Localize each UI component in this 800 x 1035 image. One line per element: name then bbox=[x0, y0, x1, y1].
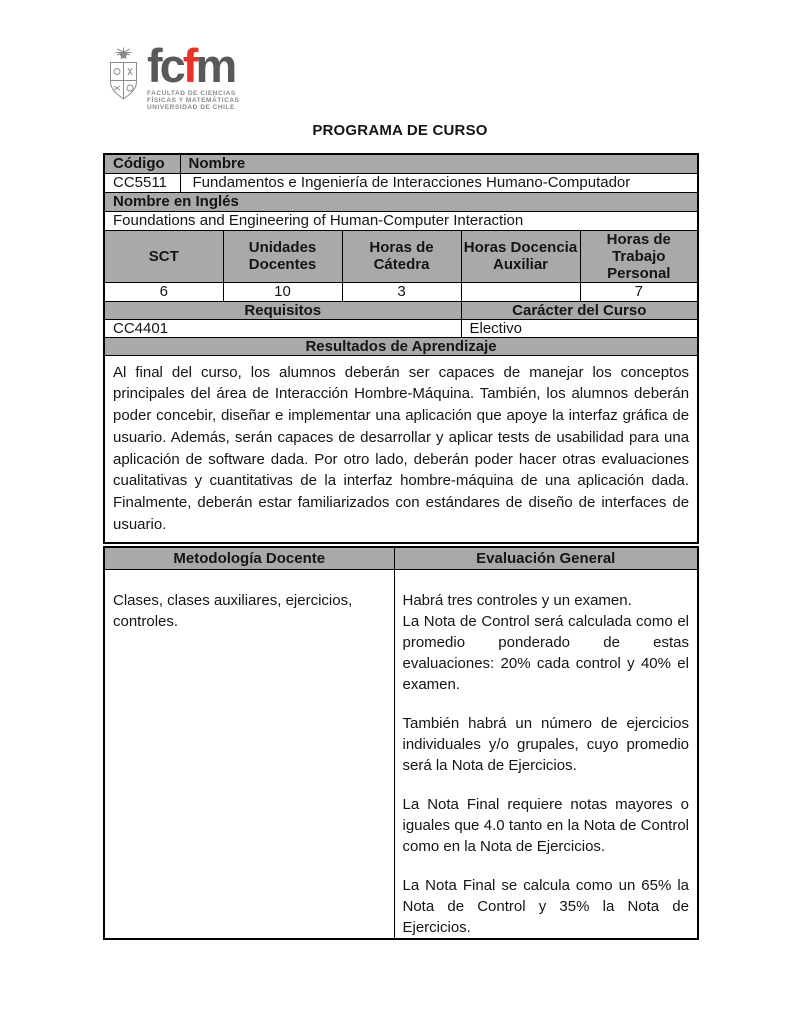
fcfm-letter-red: f bbox=[182, 39, 196, 92]
row-method-eval-header bbox=[104, 547, 698, 569]
faculty-line: UNIVERSIDAD DE CHILE bbox=[147, 104, 235, 111]
evaluation-paragraph: La Nota Final se calcula como un 65% la Nota de Control y 35% la Nota de Ejercicios. bbox=[402, 876, 689, 936]
nombre-label-cell: Nombre bbox=[180, 154, 698, 173]
faculty-line: FACULTAD DE CIENCIAS bbox=[147, 90, 236, 97]
sct-header-cell: SCT bbox=[104, 230, 223, 282]
row-nombre-ingles-value bbox=[104, 211, 698, 230]
row-hours-values bbox=[104, 282, 698, 301]
caracter-label-cell: Carácter del Curso bbox=[461, 301, 698, 319]
unidades-docentes-value-cell: 10 bbox=[223, 282, 342, 301]
resultados-text-cell bbox=[104, 355, 698, 543]
nombre-ingles-value-cell: Foundations and Engineering of Human-Computer Interaction bbox=[104, 211, 698, 230]
evaluation-paragraph: La Nota de Control será calculada como el promedio ponderado de estas evaluaciones: 20% cada control y 40% el examen. bbox=[402, 612, 689, 693]
horas-catedra-value-cell: 3 bbox=[342, 282, 461, 301]
logo-text-block bbox=[147, 39, 240, 111]
nombre-ingles-label-cell: Nombre en Inglés bbox=[104, 192, 698, 211]
learning-outcomes-paragraph: Al final del curso, los alumnos deberán ser capaces de manejar los conceptos principales del área de Interacción Hombre-Máquina. También, los alumnos deberán poder concebir, diseñar e implementar una aplicación que apoye la interfaz gráfica de usuario. Además, serán capaces de desarrollar y aplicar tests de usabilidad para una aplicación de software dada. Por otro lado, deberán poder hacer otras evaluaciones cualitativas y cuantitativas de la interfaz hombre-máquina de una aplicación dada. Finalmente, deberán estar familiarizados con estándares de diseño de interfaces de usuario. bbox=[113, 363, 690, 534]
sct-value-cell: 6 bbox=[104, 282, 223, 301]
methodology-paragraph: Clases, clases auxiliares, ejercicios, controles. bbox=[113, 591, 353, 630]
fcfm-letters-gray2: m bbox=[195, 39, 235, 92]
course-info-table bbox=[103, 153, 699, 544]
row-hours-header bbox=[104, 230, 698, 282]
faculty-line: FÍSICAS Y MATEMÁTICAS bbox=[147, 97, 240, 104]
row-requisitos-header bbox=[104, 301, 698, 319]
university-crest-icon bbox=[107, 47, 140, 107]
page-title: PROGRAMA DE CURSO bbox=[312, 122, 488, 139]
metodologia-text-cell bbox=[104, 569, 394, 939]
horas-docencia-value-cell bbox=[461, 282, 580, 301]
codigo-label-cell: Código bbox=[104, 154, 180, 173]
evaluation-paragraph: Habrá tres controles y un examen. bbox=[402, 591, 632, 609]
evaluacion-text-cell bbox=[394, 569, 698, 939]
row-method-eval-body bbox=[104, 569, 698, 939]
methodology-evaluation-table bbox=[103, 546, 699, 940]
nombre-value-cell: Fundamentos e Ingeniería de Interacciones Humano-Computador bbox=[180, 173, 698, 192]
row-resultados-header bbox=[104, 337, 698, 355]
fcfm-letters-gray1: fc bbox=[147, 39, 183, 92]
horas-trabajo-header-cell: Horas de Trabajo Personal bbox=[580, 230, 698, 282]
row-resultados-text bbox=[104, 355, 698, 543]
horas-catedra-header-cell: Horas de Cátedra bbox=[342, 230, 461, 282]
caracter-value-cell: Electivo bbox=[461, 319, 698, 337]
evaluation-paragraph: La Nota Final requiere notas mayores o iguales que 4.0 tanto en la Nota de Control como en la Nota de Ejercicios. bbox=[402, 795, 689, 855]
resultados-label-cell: Resultados de Aprendizaje bbox=[104, 337, 698, 355]
faculty-name bbox=[147, 90, 239, 111]
requisitos-label-cell: Requisitos bbox=[104, 301, 461, 319]
university-logo bbox=[107, 39, 240, 111]
metodologia-label-cell: Metodología Docente bbox=[104, 547, 394, 569]
codigo-value-cell: CC5511 bbox=[104, 173, 180, 192]
horas-docencia-header-cell: Horas Docencia Auxiliar bbox=[461, 230, 580, 282]
evaluation-paragraph: También habrá un número de ejercicios individuales y/o grupales, cuyo promedio será la Nota de Ejercicios. bbox=[402, 714, 689, 774]
row-codigo-nombre-value bbox=[104, 173, 698, 192]
horas-trabajo-value-cell: 7 bbox=[580, 282, 698, 301]
row-nombre-ingles-header bbox=[104, 192, 698, 211]
row-requisitos-value bbox=[104, 319, 698, 337]
unidades-docentes-header-cell: Unidades Docentes bbox=[223, 230, 342, 282]
evaluacion-label-cell: Evaluación General bbox=[394, 547, 698, 569]
requisitos-value-cell: CC4401 bbox=[104, 319, 461, 337]
fcfm-logotype bbox=[147, 39, 239, 92]
row-codigo-nombre-header bbox=[104, 154, 698, 173]
